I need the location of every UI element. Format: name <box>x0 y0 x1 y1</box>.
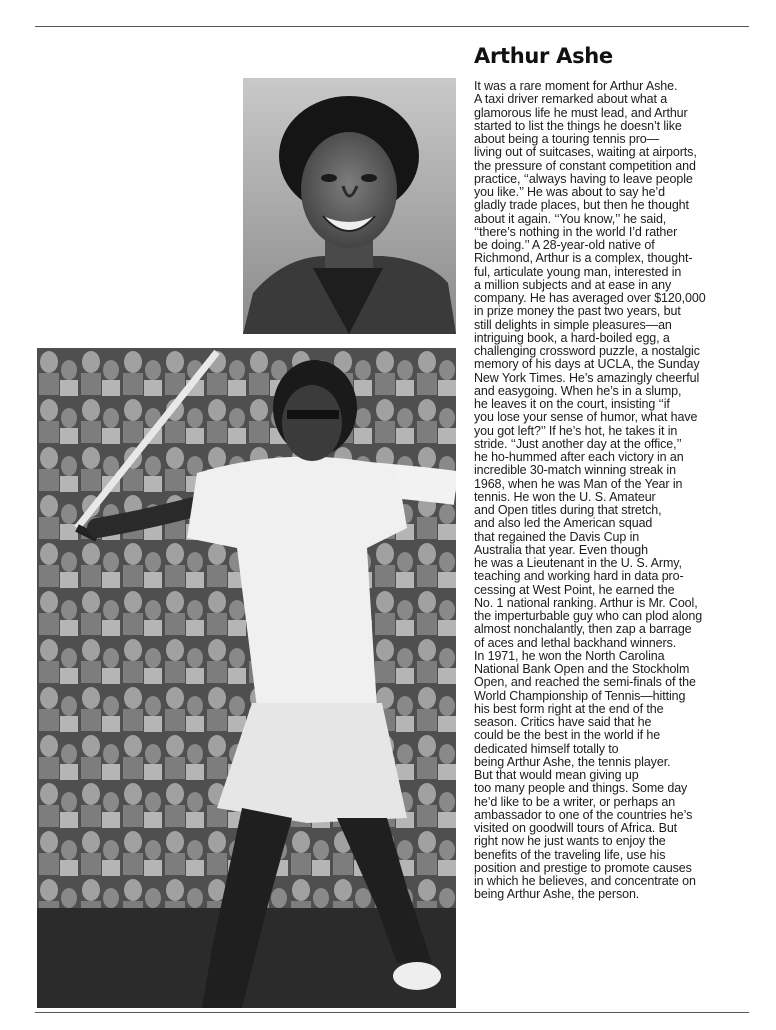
body-line: could be the best in the world if he <box>474 728 661 743</box>
body-line: World Championship of Tennis—hitting <box>474 688 686 703</box>
body-line: he ho-hummed after each victory in an <box>474 450 684 464</box>
body-line: glamorous life he must lead, and Arthur <box>474 105 688 120</box>
body-line: season. Critics have said that he <box>474 715 652 729</box>
body-line: in prize money the past two years, but <box>474 304 681 319</box>
body-line: In 1971, he won the North Carolina <box>474 648 665 663</box>
body-line: memory of his days at UCLA, the Sunday <box>474 357 700 372</box>
body-line: too many people and things. Some day <box>474 781 688 796</box>
body-line: you lose your sense of humor, what have <box>474 410 698 425</box>
body-line: ambassador to one of the countries he’s <box>474 807 693 822</box>
body-line: of aces and lethal backhand winners. <box>474 635 677 650</box>
body-line: 1968, when he was Man of the Year in <box>474 476 683 491</box>
body-line: he’d like to be a writer, or perhaps an <box>474 794 676 809</box>
body-line: you like.’’ He was about to say he’d <box>474 185 665 199</box>
body-line: No. 1 national ranking. Arthur is Mr. Cool, <box>474 595 698 610</box>
body-line: the pressure of constant competition and <box>474 158 696 173</box>
body-line: teaching and working hard in data pro- <box>474 569 684 584</box>
body-line: A taxi driver remarked about what a <box>474 92 668 107</box>
body-line: position and prestige to promote causes <box>474 860 692 875</box>
body-line: still delights in simple pleasures—an <box>474 317 672 332</box>
body-line: you got left?’’ If he’s hot, he takes it in <box>474 423 678 438</box>
body-line: benefits of the traveling life, use his <box>474 847 666 862</box>
body-line: right now he just wants to enjoy the <box>474 834 666 849</box>
body-line: that regained the Davis Cup in <box>474 529 640 544</box>
body-line: a million subjects and at ease in any <box>474 277 672 292</box>
body-line: he was a Lieutenant in the U. S. Army, <box>474 556 682 570</box>
article-title: Arthur Ashe <box>474 44 613 68</box>
body-line: his best form right at the end of the <box>474 701 664 716</box>
body-line: and easygoing. When he’s in a slump, <box>474 383 682 398</box>
article-body <box>474 80 764 902</box>
body-line: ‘‘there’s nothing in the world I’d rather <box>474 224 678 239</box>
body-line: almost nonchalantly, then zap a barrage <box>474 622 692 637</box>
body-line: But that would mean giving up <box>474 768 639 782</box>
body-line: in which he believes, and concentrate on <box>474 874 696 888</box>
body-line: about being a touring tennis pro— <box>474 132 660 146</box>
portrait-photo <box>243 78 456 334</box>
body-line: tennis. He won the U. S. Amateur <box>474 489 656 504</box>
body-line: National Bank Open and the Stockholm <box>474 662 690 676</box>
body-line: stride. ‘‘Just another day at the office,’’ <box>474 436 682 451</box>
body-line: company. He has averaged over $120,000 <box>474 291 706 305</box>
body-line: Australia that year. Even though <box>474 542 648 557</box>
body-line: living out of suitcases, waiting at airports, <box>474 145 697 160</box>
body-line: New York Times. He’s amazingly cheerful <box>474 370 700 385</box>
action-photo <box>37 348 456 1008</box>
body-line: started to list the things he doesn’t like <box>474 118 682 133</box>
body-line: the imperturbable guy who can plod along <box>474 609 703 623</box>
body-line: practice, ‘‘always having to leave people <box>474 171 693 186</box>
body-line: about it again. ‘‘You know,’’ he said, <box>474 211 667 226</box>
body-line: and also led the American squad <box>474 516 653 531</box>
body-line: Open, and reached the semi-finals of the <box>474 675 696 690</box>
body-line: dedicated himself totally to <box>474 741 619 756</box>
body-line: cessing at West Point, he earned the <box>474 582 675 597</box>
body-line: he leaves it on the court, insisting ‘‘if <box>474 397 670 411</box>
top-rule <box>35 26 749 27</box>
body-line: Richmond, Arthur is a complex, thought- <box>474 251 693 266</box>
body-line: incredible 30-match winning streak in <box>474 463 676 478</box>
body-line: and Open titles during that stretch, <box>474 503 662 517</box>
bottom-rule <box>35 1012 749 1013</box>
body-line: challenging crossword puzzle, a nostalgic <box>474 344 700 358</box>
body-line: be doing.’’ A 28-year-old native of <box>474 238 655 252</box>
body-line: gladly trade places, but then he thought <box>474 198 689 213</box>
body-line: ful, articulate young man, interested in <box>474 264 682 279</box>
body-line: visited on goodwill tours of Africa. But <box>474 821 678 835</box>
body-line: It was a rare moment for Arthur Ashe. <box>474 79 678 93</box>
body-line: being Arthur Ashe, the person. <box>474 887 640 902</box>
body-line: being Arthur Ashe, the tennis player. <box>474 754 671 769</box>
body-line: intriguing book, a hard-boiled egg, a <box>474 330 670 345</box>
